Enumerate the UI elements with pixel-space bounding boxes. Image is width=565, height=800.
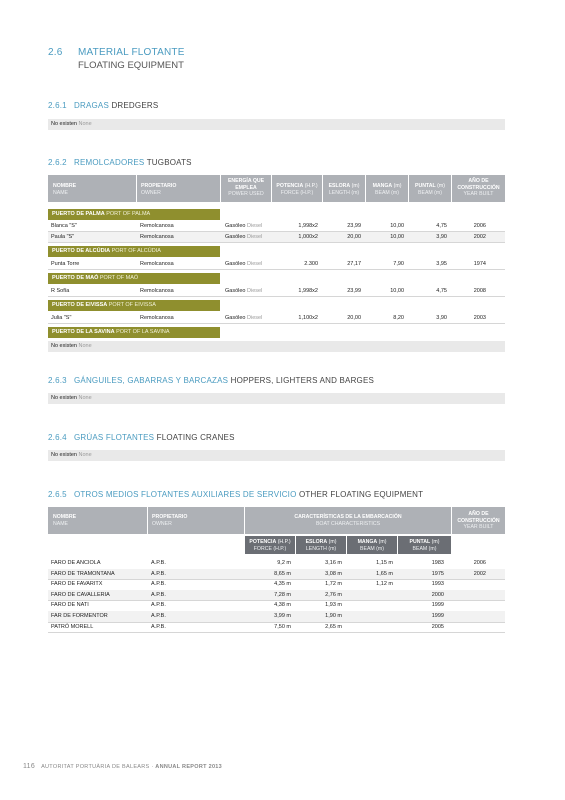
other-cell-owner: A.P.B. xyxy=(151,591,166,598)
tug-cell-power: 1,998x2 xyxy=(298,288,318,294)
heading-hoppers: 2.6.3 GÁNGUILES, GABARRAS Y BARCAZAS HOPPERS, LIGHTERS AND BARGES xyxy=(48,376,375,385)
col-length: ESLORA (m) LENGTH (m) xyxy=(323,175,365,202)
other-cell-c1: 4,35 m xyxy=(274,581,291,588)
tug-cell-fuel: Gasóleo Diesel xyxy=(225,315,263,321)
tug-cell-depth: 3,90 xyxy=(436,234,447,240)
tug-cell-name: R Sofía xyxy=(51,288,70,294)
tug-cell-length: 23,99 xyxy=(347,288,361,294)
other-cell-c2: 3,16 m xyxy=(325,560,342,566)
tug-cell-fuel: Gasóleo Diesel xyxy=(225,223,263,229)
other-col-characteristics: CARACTERÍSTICAS DE LA EMBARCACIÓN BOAT CHARACTERISTICS xyxy=(245,507,451,534)
tug-cell-year: 2003 xyxy=(473,315,486,321)
none-en: None xyxy=(78,121,92,127)
heading-other: 2.6.5 OTROS MEDIOS FLOTANTES AUXILIARES DE SERVICIO OTHER FLOATING EQUIPMENT xyxy=(48,490,424,499)
tug-cell-depth: 3,90 xyxy=(436,315,447,321)
other-col-year: AÑO DE CONSTRUCCIÓN YEAR BUILT xyxy=(452,507,505,534)
tug-cell-length: 20,00 xyxy=(347,315,361,321)
other-cell-c2: 2,76 m xyxy=(325,591,342,598)
sub-col-length: ESLORA (m) LENGTH (m) xyxy=(296,536,346,554)
tug-cell-name: Punta Torre xyxy=(51,261,80,267)
heading-cranes: 2.6.4 GRÚAS FLOTANTES FLOATING CRANES xyxy=(48,433,235,442)
other-cell-c3: 1,65 m xyxy=(376,570,393,577)
other-cell-c1: 8,65 m xyxy=(274,570,291,577)
col-name: NOMBRE NAME xyxy=(48,175,136,202)
other-cell-owner: A.P.B. xyxy=(151,602,166,609)
tug-cell-year: 1974 xyxy=(473,261,486,267)
tug-cell-fuel: Gasóleo Diesel xyxy=(225,288,263,294)
dredgers-none xyxy=(48,119,505,130)
port-eivissa: PUERTO DE EIVISSA PORT OF EIVISSA xyxy=(48,300,220,311)
other-cell-c1: 9,2 m xyxy=(277,560,291,566)
other-cell-c1: 7,50 m xyxy=(274,623,291,630)
other-cell-c1: 7,28 m xyxy=(274,591,291,598)
sub-col-beam: MANGA (m) BEAM (m) xyxy=(347,536,397,554)
sub-col-depth: PUNTAL (m) BEAM (m) xyxy=(398,536,451,554)
other-cell-c3: 1,15 m xyxy=(376,560,393,566)
other-cell-c4: 1999 xyxy=(431,613,444,619)
other-cell-name: FARO DE CAVALLERIA xyxy=(51,591,110,598)
none-es: No existen xyxy=(51,121,77,127)
sub-col-force: POTENCIA (H.P.) FORCE (H.P.) xyxy=(245,536,295,554)
tug-cell-beam: 10,00 xyxy=(390,223,404,229)
other-cell-name: FARO DE NATI xyxy=(51,602,89,609)
other-cell-owner: A.P.B. xyxy=(151,560,166,566)
tug-cell-depth: 4,75 xyxy=(436,288,447,294)
footer-report: ANNUAL REPORT 2013 xyxy=(155,764,223,770)
cranes-none: No existen None xyxy=(48,450,505,461)
other-cell-c2: 1,72 m xyxy=(325,581,342,588)
other-cell-c2: 1,90 m xyxy=(325,613,342,619)
section-subtitle: FLOATING EQUIPMENT xyxy=(78,60,184,71)
port-alcudia: PUERTO DE ALCÚDIA PORT OF ALCÚDIA xyxy=(48,246,220,257)
other-cell-c2: 3,08 m xyxy=(325,570,342,577)
other-col-owner: PROPIETARIO OWNER xyxy=(148,507,244,534)
tug-cell-power: 2.300 xyxy=(304,261,318,267)
tug-cell-fuel: Gasóleo Diesel xyxy=(225,261,263,267)
page-footer: 116 AUTORITAT PORTUÀRIA DE BALEARS · ANNUAL REPORT 2013 xyxy=(23,763,223,770)
other-col-name: NOMBRE NAME xyxy=(48,507,147,534)
page-title xyxy=(48,47,185,58)
port-la-savina: PUERTO DE LA SAVINA PORT OF LA SAVINA xyxy=(48,327,220,338)
tug-cell-year: 2002 xyxy=(473,234,486,240)
other-cell-owner: A.P.B. xyxy=(151,570,166,577)
tug-cell-fuel: Gasóleo Diesel xyxy=(225,234,263,240)
tug-cell-length: 27,17 xyxy=(347,261,361,267)
tug-cell-length: 23,99 xyxy=(347,223,361,229)
other-cell-year: 2002 xyxy=(473,570,486,577)
other-cell-name: FARO DE TRAMONTANA xyxy=(51,570,115,577)
other-cell-c2: 2,65 m xyxy=(325,623,342,630)
tug-cell-owner: Remolcanosa xyxy=(140,261,174,267)
heading-en: DREDGERS xyxy=(111,101,159,110)
other-cell-name: FAR DE FORMENTOR xyxy=(51,613,108,619)
heading-es: REMOLCADORES xyxy=(74,158,145,167)
tug-cell-power: 1,100x2 xyxy=(298,315,318,321)
other-cell-c4: 1983 xyxy=(431,560,444,566)
col-power-used: ENERGÍA QUE EMPLEA POWER USED xyxy=(221,175,271,202)
page-number: 116 xyxy=(23,763,36,770)
heading-dredgers xyxy=(48,101,158,110)
tug-cell-name: Blanca "S" xyxy=(51,223,77,229)
other-cell-c4: 1999 xyxy=(431,602,444,609)
section-title: MATERIAL FLOTANTE xyxy=(78,47,185,58)
tug-cell-year: 2008 xyxy=(473,288,486,294)
col-year: AÑO DE CONSTRUCCIÓN YEAR BUILT xyxy=(452,175,505,202)
heading-es: DRAGAS xyxy=(74,101,109,110)
col-force: POTENCIA (H.P.) FORCE (H.P.) xyxy=(272,175,322,202)
tug-cell-beam: 10,00 xyxy=(390,234,404,240)
tug-cell-year: 2006 xyxy=(473,223,486,229)
tug-cell-owner: Remolcanosa xyxy=(140,315,174,321)
col-owner: PROPIETARIO OWNER xyxy=(137,175,220,202)
tug-cell-owner: Remolcanosa xyxy=(140,288,174,294)
heading-number: 2.6.2 xyxy=(48,158,67,167)
other-cell-c4: 2000 xyxy=(431,591,444,598)
col-depth: PUNTAL (m) BEAM (m) xyxy=(409,175,451,202)
other-cell-year: 2006 xyxy=(473,560,486,566)
other-cell-c4: 1975 xyxy=(431,570,444,577)
other-cell-owner: A.P.B. xyxy=(151,581,166,588)
footer-org: AUTORITAT PORTUÀRIA DE BALEARS xyxy=(41,764,150,770)
tug-cell-name: Julia "S" xyxy=(51,315,72,321)
tug-cell-owner: Remolcanosa xyxy=(140,234,174,240)
tug-cell-depth: 3,95 xyxy=(436,261,447,267)
tug-cell-beam: 8,20 xyxy=(393,315,404,321)
la-savina-none: No existen None xyxy=(48,341,505,352)
tug-cell-beam: 7,90 xyxy=(393,261,404,267)
other-cell-owner: A.P.B. xyxy=(151,623,166,630)
other-cell-c2: 1,93 m xyxy=(325,602,342,609)
other-cell-name: FARO DE FAVARITX xyxy=(51,581,103,588)
other-cell-c1: 4,38 m xyxy=(274,602,291,609)
heading-tugboats xyxy=(48,158,192,167)
other-cell-c4: 2005 xyxy=(431,623,444,630)
tug-cell-beam: 10,00 xyxy=(390,288,404,294)
tug-cell-owner: Remolcanosa xyxy=(140,223,174,229)
section-number: 2.6 xyxy=(48,47,63,58)
port-mao: PUERTO DE MAÓ PORT OF MAÓ xyxy=(48,273,220,284)
tug-cell-power: 1,998x2 xyxy=(298,223,318,229)
tug-cell-name: Paula "S" xyxy=(51,234,75,240)
tug-cell-length: 20,00 xyxy=(347,234,361,240)
tug-cell-depth: 4,75 xyxy=(436,223,447,229)
other-cell-c4: 1993 xyxy=(431,581,444,588)
hoppers-none: No existen None xyxy=(48,393,505,404)
tug-cell-power: 1,000x2 xyxy=(298,234,318,240)
col-beam: MANGA (m) BEAM (m) xyxy=(366,175,408,202)
other-cell-c3: 1,12 m xyxy=(376,581,393,588)
other-cell-owner: A.P.B. xyxy=(151,613,166,619)
other-cell-c1: 3,99 m xyxy=(274,613,291,619)
port-palma: PUERTO DE PALMA PORT OF PALMA xyxy=(48,209,220,220)
other-cell-name: FARO DE ANCIOLA xyxy=(51,560,101,566)
other-cell-name: PATRÓ MORELL xyxy=(51,623,94,630)
heading-number: 2.6.1 xyxy=(48,101,67,110)
heading-en: TUGBOATS xyxy=(146,158,192,167)
